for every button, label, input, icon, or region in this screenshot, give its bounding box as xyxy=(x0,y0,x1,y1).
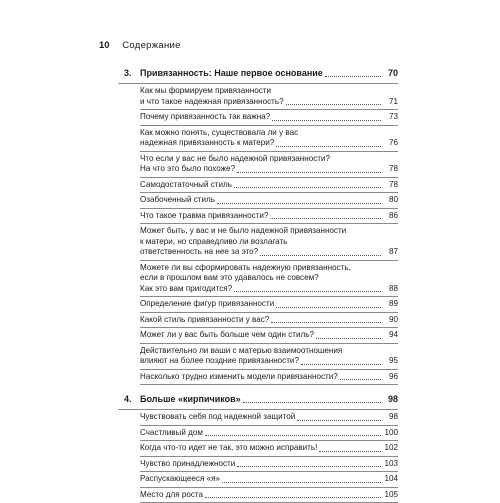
chapter-block xyxy=(118,66,398,385)
entry-title-line: Можете ли вы сформировать надежную привязанность, xyxy=(140,263,351,274)
chapter-page: 98 xyxy=(384,394,398,405)
entry-line xyxy=(140,138,398,149)
entry-text xyxy=(140,372,398,383)
dot-leader xyxy=(205,497,381,498)
chapter-title: Привязанность: Наше первое основание xyxy=(140,68,323,79)
chapter-number: 4. xyxy=(118,394,140,405)
running-title: Содержание xyxy=(122,40,181,51)
entry-line xyxy=(140,263,398,274)
toc-entry[interactable] xyxy=(140,152,398,178)
dot-leader xyxy=(237,172,381,173)
dot-leader xyxy=(222,482,381,483)
entry-line xyxy=(140,459,398,470)
entry-line xyxy=(140,284,398,295)
entry-text xyxy=(140,112,398,123)
dot-leader xyxy=(286,104,381,105)
entry-line xyxy=(140,97,398,108)
entry-page: 88 xyxy=(384,284,398,295)
dot-leader xyxy=(301,364,381,365)
entry-line xyxy=(140,247,398,258)
toc-entry[interactable] xyxy=(140,410,398,426)
entry-line xyxy=(140,474,398,485)
entry-title-line: Чувствовать себя под надежной защитой xyxy=(140,412,295,423)
entry-title-line: Может быть, у вас и не было надежной привязанности xyxy=(140,226,346,237)
entry-page: 86 xyxy=(384,211,398,222)
entry-line xyxy=(140,428,398,439)
entry-line xyxy=(140,211,398,222)
entry-page: 80 xyxy=(384,195,398,206)
toc-entry[interactable] xyxy=(140,224,398,261)
entry-line xyxy=(140,86,398,97)
page-number: 10 xyxy=(99,40,110,51)
entry-page: 105 xyxy=(384,490,398,501)
chapter-page: 70 xyxy=(384,68,398,79)
dot-leader xyxy=(316,338,381,339)
entry-text xyxy=(140,428,398,439)
entry-page: 71 xyxy=(384,97,398,108)
entry-page: 78 xyxy=(384,180,398,191)
entry-title-line: и что такое надежная привязанность? xyxy=(140,97,284,108)
entry-text xyxy=(140,299,398,310)
entry-title-line: На что это было похоже? xyxy=(140,164,235,175)
chapter-number: 3. xyxy=(118,68,140,79)
entry-page: 100 xyxy=(384,428,398,439)
chapter-heading[interactable] xyxy=(118,66,398,84)
entry-text xyxy=(140,412,398,423)
entry-title-line: Что такое травма привязанности? xyxy=(140,211,268,222)
entry-line xyxy=(140,330,398,341)
toc-entry[interactable] xyxy=(140,297,398,313)
entry-title-line: Может ли у вас быть больше чем один стиль? xyxy=(140,330,314,341)
entry-page: 76 xyxy=(384,138,398,149)
entry-line xyxy=(140,356,398,367)
dot-leader xyxy=(276,146,381,147)
entry-text xyxy=(140,443,398,454)
entry-title-line: Какой стиль привязанности у вас? xyxy=(140,315,269,326)
toc-entry[interactable] xyxy=(140,370,398,386)
entry-line xyxy=(140,412,398,423)
toc-entry[interactable] xyxy=(140,441,398,457)
entry-title-line: Как мы формируем привязанности xyxy=(140,86,271,97)
dot-leader xyxy=(271,322,381,323)
entry-page: 90 xyxy=(384,315,398,326)
entry-line xyxy=(140,112,398,123)
entry-page: 87 xyxy=(384,247,398,258)
entry-page: 102 xyxy=(384,443,398,454)
entry-line xyxy=(140,237,398,248)
entry-title-line: Место для роста xyxy=(140,490,203,501)
entry-text xyxy=(140,474,398,485)
dot-leader xyxy=(297,420,381,421)
entry-title-line: Действительно ли ваши с матерью взаимоотношения xyxy=(140,346,342,357)
entry-text xyxy=(140,490,398,501)
entry-page: 94 xyxy=(384,330,398,341)
chapter-gap xyxy=(118,385,398,392)
entry-text xyxy=(140,330,398,341)
entry-line xyxy=(140,372,398,383)
toc-entry[interactable] xyxy=(140,261,398,298)
entry-text xyxy=(140,211,398,222)
dot-leader xyxy=(272,120,381,121)
dot-leader xyxy=(319,451,381,452)
toc-entry[interactable] xyxy=(140,126,398,152)
entry-line xyxy=(140,299,398,310)
entry-title-line: Как это вам пригодится? xyxy=(140,284,232,295)
entry-title-line: Счастливый дом xyxy=(140,428,203,439)
dot-leader xyxy=(340,379,381,380)
entry-text xyxy=(140,315,398,326)
toc-entry[interactable] xyxy=(140,426,398,442)
entry-title-line: Когда что-то идет не так, это можно исправить! xyxy=(140,443,317,454)
entry-page: 96 xyxy=(384,372,398,383)
chapter-block xyxy=(118,392,398,503)
dot-leader xyxy=(237,466,381,467)
toc-entry[interactable] xyxy=(140,344,398,370)
toc-entry[interactable] xyxy=(140,313,398,329)
entry-page: 73 xyxy=(384,112,398,123)
toc-entry[interactable] xyxy=(140,110,398,126)
entry-title-line: Как можно понять, существовала ли у вас xyxy=(140,128,298,139)
dot-leader xyxy=(270,218,381,219)
entry-line xyxy=(140,490,398,501)
entry-title-line: Определение фигур привязанности xyxy=(140,299,274,310)
entry-title-line: Что если у вас не было надежной привязанности? xyxy=(140,154,330,165)
running-head xyxy=(99,40,181,52)
entry-page: 95 xyxy=(384,356,398,367)
dot-leader xyxy=(276,307,381,308)
entry-text xyxy=(140,263,398,295)
entry-line xyxy=(140,164,398,175)
entry-text xyxy=(140,154,398,175)
table-of-contents xyxy=(118,66,398,503)
entry-title-line: надежная привязанность к матери? xyxy=(140,138,274,149)
entry-title-line: ответственность на нее за это? xyxy=(140,247,258,258)
toc-entry[interactable] xyxy=(140,457,398,473)
dot-leader xyxy=(217,203,381,204)
entry-page: 78 xyxy=(384,164,398,175)
dot-leader xyxy=(260,255,381,256)
toc-entry[interactable] xyxy=(140,193,398,209)
entry-title-line: Озабоченный стиль xyxy=(140,195,215,206)
entry-title-line: Насколько трудно изменить модели привязанности? xyxy=(140,372,338,383)
entry-line xyxy=(140,273,398,284)
toc-entry[interactable] xyxy=(140,84,398,110)
entry-line xyxy=(140,180,398,191)
entry-line xyxy=(140,346,398,357)
chapter-title: Больше «кирпичиков» xyxy=(140,394,241,405)
entry-text xyxy=(140,459,398,470)
toc-entry[interactable] xyxy=(140,178,398,194)
entry-title-line: Распускающееся «я» xyxy=(140,474,220,485)
chapter-heading[interactable] xyxy=(118,392,398,410)
entry-text xyxy=(140,86,398,107)
dot-leader xyxy=(234,187,381,188)
toc-entry[interactable] xyxy=(140,209,398,225)
entry-line xyxy=(140,226,398,237)
entry-text xyxy=(140,128,398,149)
entry-title-line: Почему привязанность так важна? xyxy=(140,112,270,123)
entry-line xyxy=(140,195,398,206)
entry-text xyxy=(140,226,398,258)
toc-entry[interactable] xyxy=(140,488,398,503)
dot-leader xyxy=(234,291,381,292)
entry-line xyxy=(140,128,398,139)
entry-line xyxy=(140,315,398,326)
entry-text xyxy=(140,180,398,191)
entry-line xyxy=(140,443,398,454)
entry-line xyxy=(140,154,398,165)
toc-entry[interactable] xyxy=(140,328,398,344)
entry-page: 98 xyxy=(384,412,398,423)
dot-leader xyxy=(205,435,381,436)
entry-page: 89 xyxy=(384,299,398,310)
entry-title-line: если в прошлом вам это удавалось не совсем? xyxy=(140,273,319,284)
entry-page: 103 xyxy=(384,459,398,470)
toc-entry[interactable] xyxy=(140,472,398,488)
entry-title-line: Самодостаточный стиль xyxy=(140,180,232,191)
entry-page: 104 xyxy=(384,474,398,485)
dot-leader xyxy=(325,76,381,77)
entry-title-line: влияют на более поздние привязанности? xyxy=(140,356,299,367)
dot-leader xyxy=(243,402,381,403)
entry-title-line: Чувство принадлежности xyxy=(140,459,235,470)
entry-text xyxy=(140,195,398,206)
entry-title-line: к матери, но справедливо ли возлагать xyxy=(140,237,287,248)
entry-text xyxy=(140,346,398,367)
